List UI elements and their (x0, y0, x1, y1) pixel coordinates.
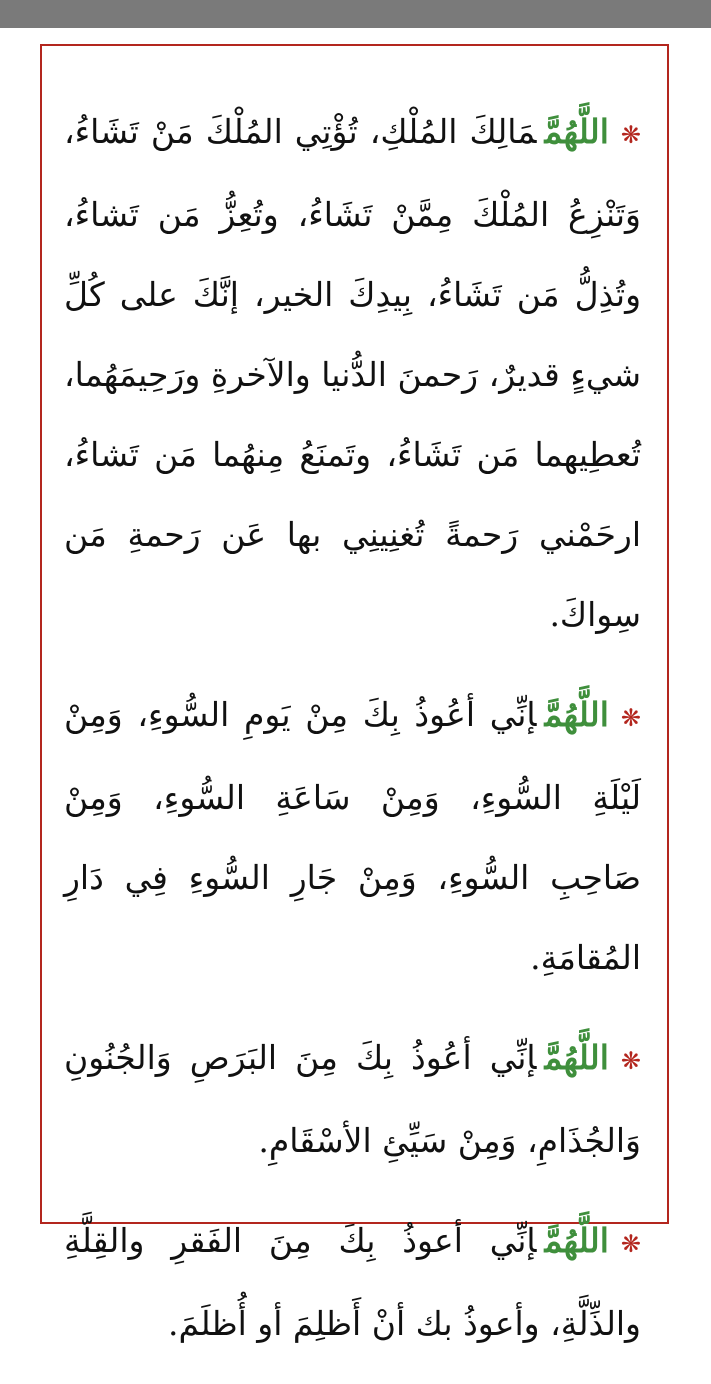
top-bar (0, 0, 711, 28)
duaa-text: إنِّي أعُوذُ بِكَ مِنْ يَومِ السُّوءِ، وَمِنْ لَيْلَةِ السُّوءِ، وَمِنْ سَاعَةِ السُّوءِ، وَمِنْ صَاحِبِ السُّوءِ، وَمِنْ جَارِ السُّوءِ فِي دَارِ المُقامَةِ. (64, 695, 641, 977)
duaa-paragraph (64, 92, 641, 655)
red-border-frame (40, 44, 669, 1343)
duaa-text: مَالِكَ المُلْكِ، تُؤْتِي المُلْكَ مَنْ تَشَاءُ، وَتَنْزِعُ المُلْكَ مِمَّنْ تَشَاءُ، وتُعِزُّ مَن تَشاءُ، وتُذِلُّ مَن تَشَاءُ، بِيدِكَ الخير، إنَّكَ على كُلِّ شيءٍ قديرٌ، رَحمنَ الدُّنيا والآخرةِ ورَحِيمَهُما، تُعطِيهما مَن تَشَاءُ، وتَمنَعُ مِنهُما مَن تَشاءُ، ارحَمْني رَحمةً تُغنِينِي بها عَن رَحمةِ مَن سِواكَ. (64, 112, 641, 634)
duaa-list (64, 92, 641, 1384)
red-asterisk-icon: ❋ (620, 1047, 641, 1075)
book-page (0, 28, 711, 1343)
allahumma-word: اللَّهُمَّ (544, 695, 609, 734)
duaa-text: إنِّي أعُوذُ بِكَ مِنَ البَرَصِ وَالجُنُونِ وَالجُذَامِ، وَمِنْ سَيِّئِ الأسْقَامِ. (64, 1038, 641, 1160)
duaa-paragraph (64, 675, 641, 998)
red-asterisk-icon: ❋ (620, 704, 641, 732)
duaa-text: إنِّي أعوذُ بِكَ مِنَ الفَقرِ والقِلَّةِ والذِّلَّةِ، وأعوذُ بك أنْ أَظلِمَ أو أُظلَمَ. (64, 1221, 641, 1343)
allahumma-word: اللَّهُمَّ (544, 112, 609, 151)
allahumma-word: اللَّهُمَّ (544, 1038, 609, 1077)
allahumma-word: اللَّهُمَّ (544, 1221, 609, 1260)
red-asterisk-icon: ❋ (620, 121, 641, 149)
duaa-paragraph (64, 1201, 641, 1364)
red-asterisk-icon: ❋ (620, 1230, 641, 1258)
duaa-paragraph (64, 1018, 641, 1181)
